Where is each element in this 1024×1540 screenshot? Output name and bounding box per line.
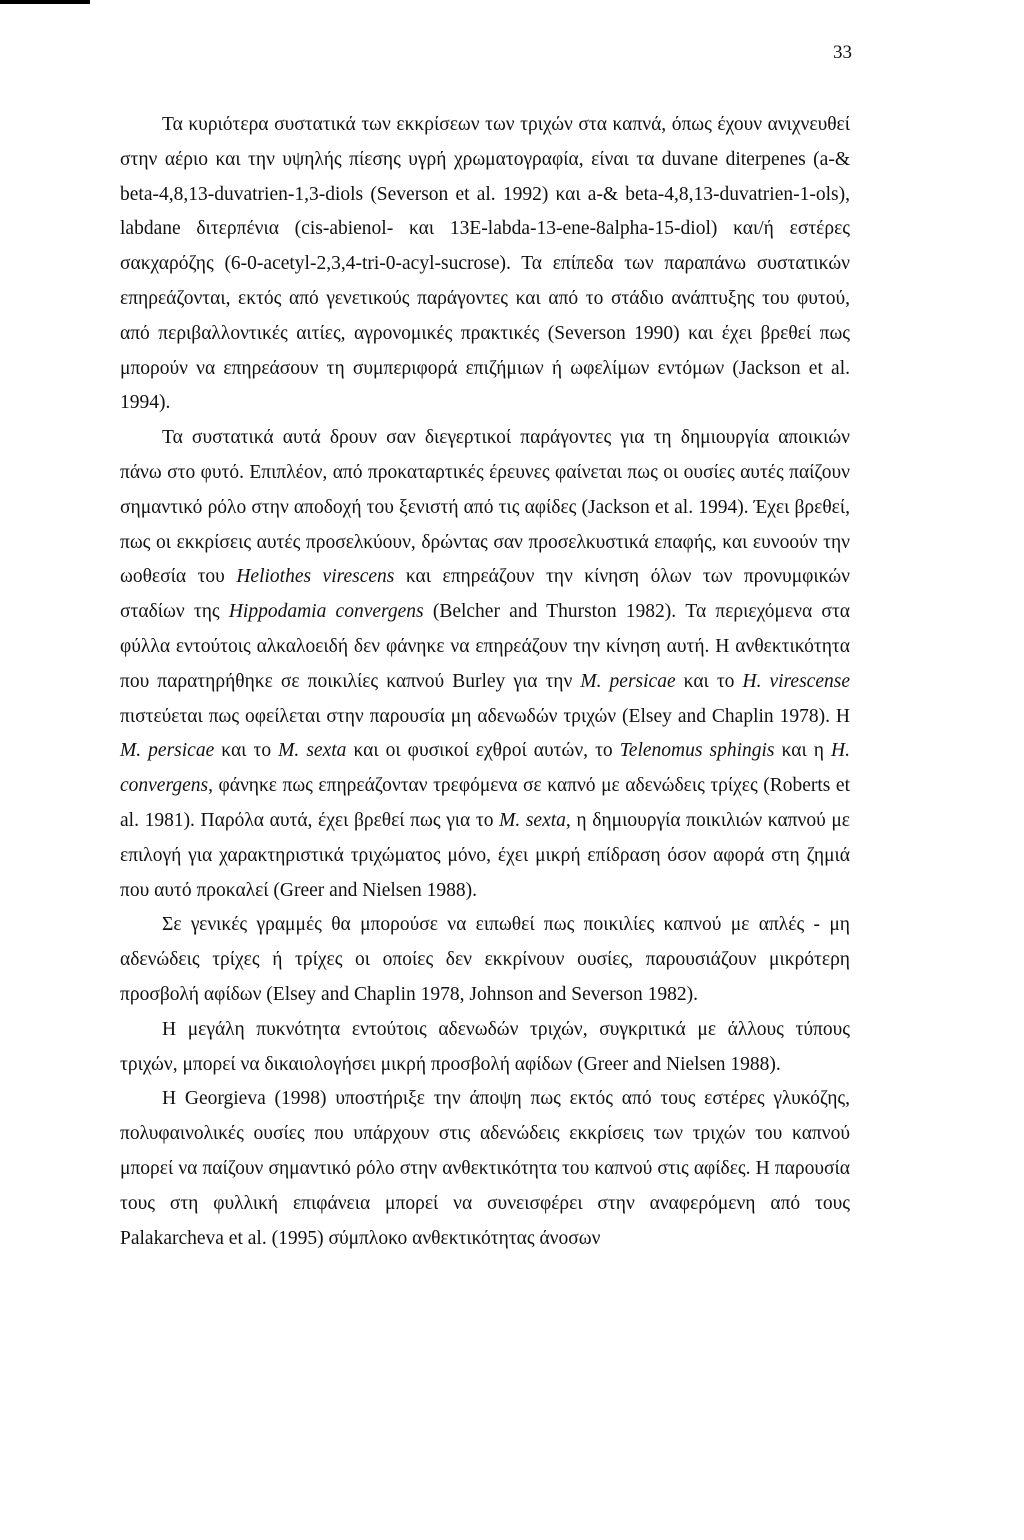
species-name: Telenomus sphingis	[619, 740, 775, 762]
text-run: Η μεγάλη πυκνότητα εντούτοις αδενωδών τριχών, συγκριτικά με άλλους τύπους τριχών, μπορεί να δικαιολογήσει μικρή προσβολή αφίδων (Greer and Nielsen 1988).	[120, 1018, 850, 1075]
text-run: , φάνηκε πως επηρεάζονταν τρεφόμενα σε καπνό με αδενώδεις τρίχες (Roberts et al. 1981). Παρόλα αυτά, έχει βρεθεί πως για το	[120, 775, 850, 831]
species-name: H. virescense	[742, 670, 850, 692]
text-run: Τα κυριότερα συστατικά των εκκρίσεων των τριχών στα καπνά, όπως έχουν ανιχνευθεί στην αέριο και την υψηλής πίεσης υγρή χρωματογραφία, είναι τα duvane diterpenes (a-& beta-4,8,13-duvatrien-1,3-diols (Severson et al. 1992) και a-& beta-4,8,13-duvatrien-1-ols), labdane διτερπένια (cis-abienol- και 13E-labda-13-ene-8alpha-15-diol) και/ή εστέρες σακχαρόζης (6-0-acetyl-2,3,4-tri-0-acyl-sucrose). Τα επίπεδα των παραπάνω συστατικών επηρεάζονται, εκτός από γενετικούς παράγοντες και από το στάδιο ανάπτυξης του φυτού, από περιβαλλοντικές αιτίες, αγρονομικές πρακτικές (Severson 1990) και έχει βρεθεί πως μπορούν να επηρεάσουν τη συμπεριφορά επιζήμιων ή ωφελίμων εντόμων (Jackson et al. 1994).	[120, 114, 850, 414]
text-run: πιστεύεται πως οφείλεται στην παρουσία μη αδενωδών τριχών (Elsey and Chaplin 1978). Η	[120, 705, 850, 727]
scan-edge-mark	[0, 0, 90, 4]
text-run: και το	[214, 740, 279, 762]
text-run: και επηρεάζουν την κίνηση όλων των προνυμφικών σταδίων της	[120, 566, 850, 623]
text-run: και η	[774, 740, 832, 762]
paragraph-4	[120, 1013, 850, 1083]
paragraph-2	[120, 421, 850, 908]
species-name: Hippodamia convergens	[228, 601, 424, 623]
paragraph-5	[120, 1082, 850, 1256]
text-run: (Belcher and Thurston 1982). Τα περιεχόμενα στα φύλλα εντούτοις αλκαλοειδή δεν φάνηκε να επηρεάζουν την κίνηση αυτή. Η ανθεκτικότητα που παρατηρήθηκε σε ποικιλίες καπνού Burley για την	[120, 601, 850, 692]
species-name: M. sexta	[499, 809, 566, 831]
text-run: , η δημιουργία ποικιλιών καπνού με επιλογή για χαρακτηριστικά τριχώματος μόνο, έχει μικρή επίδραση όσον αφορά στη ζημιά που αυτό προκαλεί (Greer and Nielsen 1988).	[120, 809, 851, 901]
species-name: M. sexta	[278, 740, 347, 762]
text-run: Σε γενικές γραμμές θα μπορούσε να ειπωθεί πως ποικιλίες καπνού με απλές - μη αδενώδεις τρίχες ή τρίχες οι οποίες δεν εκκρίνουν ουσίες, παρουσιάζουν μικρότερη προσβολή αφίδων (Elsey and Chaplin 1978, Johnson and Severson 1982).	[120, 914, 850, 1005]
page-number: 33	[833, 42, 852, 63]
species-name: M. persicae	[580, 670, 676, 692]
species-name: H. convergens	[120, 740, 850, 797]
text-run: Η Georgieva (1998) υποστήριξε την άποψη πως εκτός από τους εστέρες γλυκόζης, πολυφαινολικές ουσίες που υπάρχουν στις αδενώδεις εκκρίσεις των τριχών του καπνού μπορεί να παίζουν σημαντικό ρόλο στην ανθεκτικότητα του καπνού στις αφίδες. Η παρουσία τους στη φυλλική επιφάνεια μπορεί να συνεισφέρει στην αναφερόμενη από τους Palakarcheva et al. (1995) σύμπλοκο ανθεκτικότητας άνοσων	[120, 1088, 850, 1249]
paragraph-1	[120, 108, 850, 421]
text-run: και οι φυσικοί εχθροί αυτών, το	[346, 740, 620, 762]
text-run: και το	[675, 670, 743, 692]
body-text	[120, 108, 850, 1256]
species-name: M. persicae	[120, 740, 215, 762]
species-name: Heliothes virescens	[236, 566, 395, 588]
text-run: Τα συστατικά αυτά δρουν σαν διεγερτικοί παράγοντες για τη δημιουργία αποικιών πάνω στο φυτό. Επιπλέον, από προκαταρτικές έρευνες φαίνεται πως οι ουσίες αυτές παίζουν σημαντικό ρόλο στην αποδοχή του ξενιστή από τις αφίδες (Jackson et al. 1994). Έχει βρεθεί, πως οι εκκρίσεις αυτές προσελκύουν, δρώντας σαν προσελκυστικά επαφής, και ευνοούν την ωοθεσία του	[120, 427, 850, 588]
paragraph-3	[120, 908, 850, 1012]
